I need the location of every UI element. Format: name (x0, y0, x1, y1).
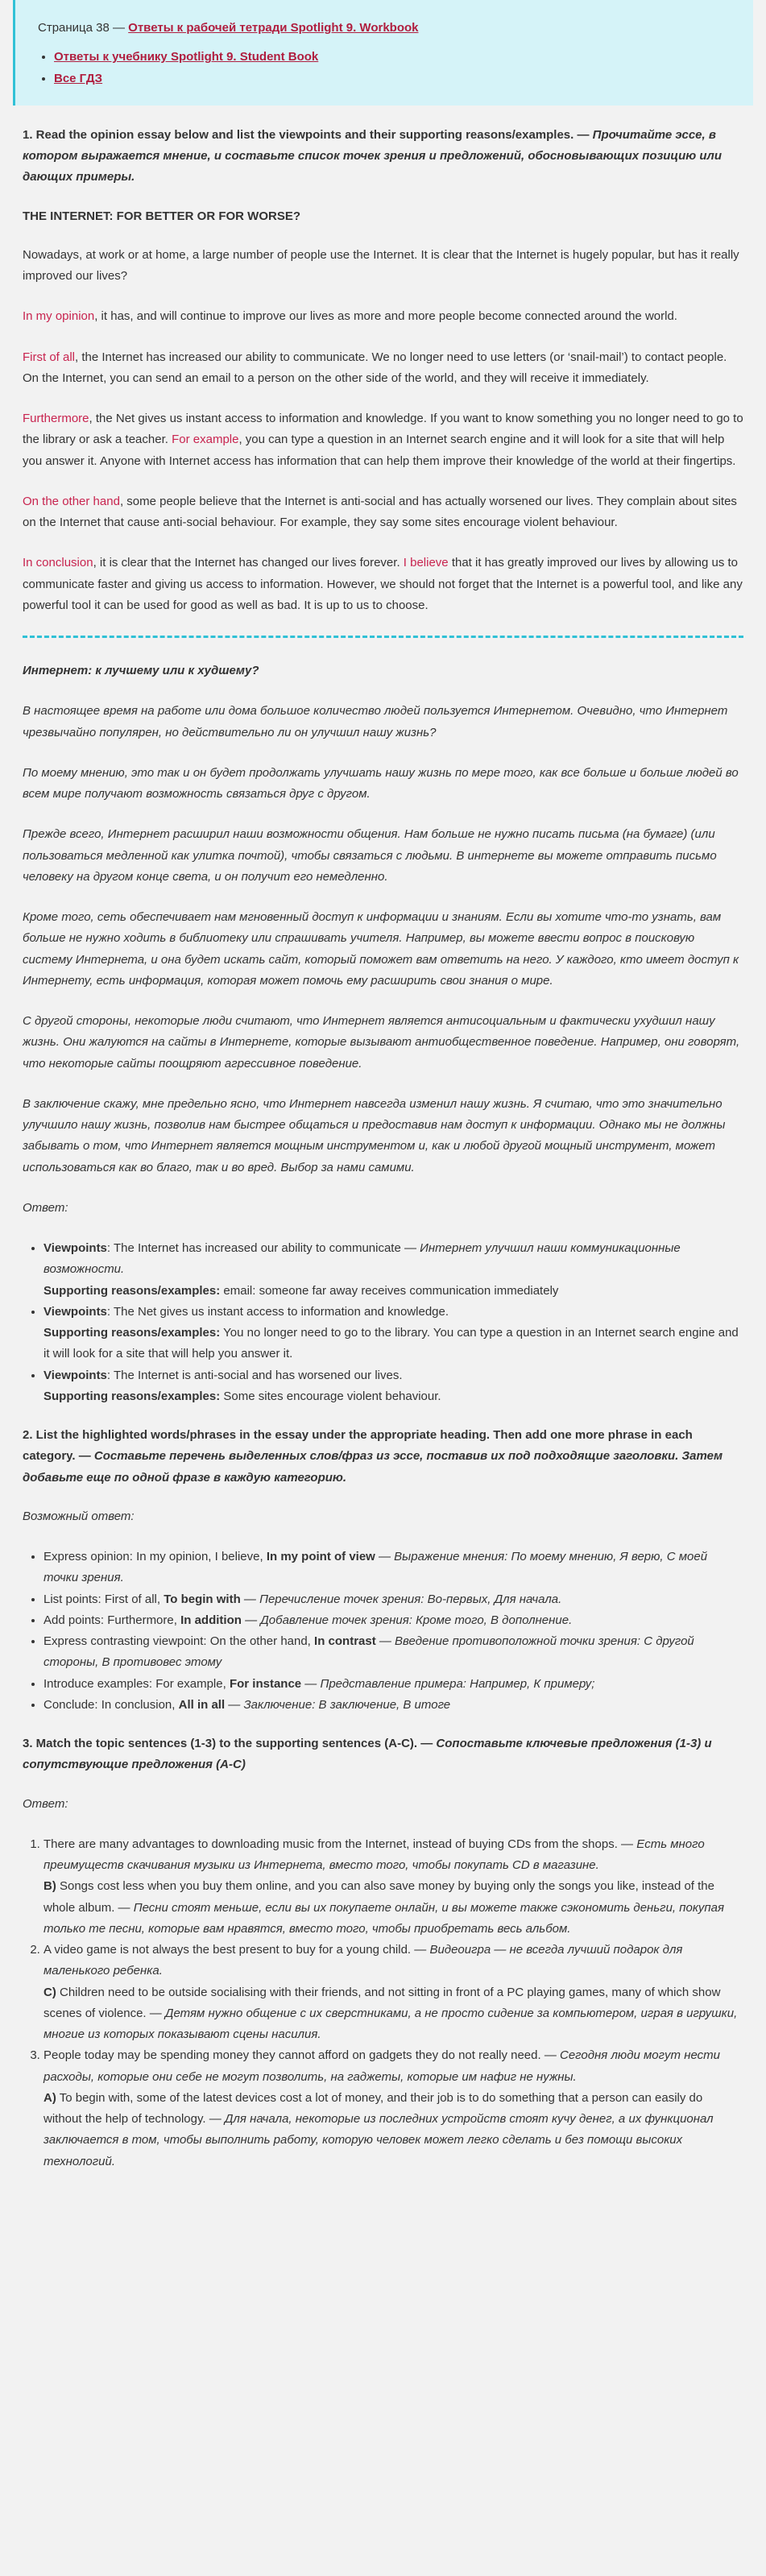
task1-heading: 1. Read the opinion essay below and list the viewpoints and their supporting reasons/examples. — Прочитайте эссе, в котором выражается мнение, и составьте список точек зрения и предложений, обосновывающих позицию или дающих примеры. (23, 127, 723, 184)
page-number-text: Страница 38 — (38, 21, 129, 35)
list-item: • Viewpoints: The Internet is anti-social and has worsened our lives. Supporting reasons/examples: Some sites encourage violent behaviour. (43, 1365, 743, 1408)
translation-paragraph: В заключение скажу, мне предельно ясно, что Интернет навсегда изменил нашу жизнь. Я считаю, что это значительно улучшило нашу жизнь, позволив нам быстрее общаться и предоставив нам доступ к информации. Однако мы не должны забывать о том, что Интернет является мощным инструментом и, как и любой другой мощный инструмент, может использоваться как во благо, так и во вред. Выбор за нами самими. (23, 1096, 726, 1174)
header-box (13, 0, 753, 106)
essay-paragraph: In conclusion, it is clear that the Internet has changed our lives forever. I believe that it has greatly improved our lives by allowing us to communicate faster and giving us access to information. However, we should not forget that the Internet is a powerful tool, and like any powerful tool it can be used for good as well as bad. It is up to us to choose. (23, 556, 743, 612)
list-item: • Viewpoints: The Net gives us instant access to information and knowledge. Supporting reasons/examples: You no longer need to go to the library. You can type a question in an Internet search engine and it will look for a site that will help you answer it. (43, 1302, 743, 1365)
essay-paragraph: Nowadays, at work or at home, a large number of people use the Internet. It is clear that the Internet is hugely popular, but has it really improved our lives? (23, 247, 739, 283)
essay-paragraph: First of all, the Internet has increased our ability to communicate. We no longer need to use letters (or ‘snail-mail’) to contact people. On the Internet, you can send an email to a person on the other side of the world, and they will receive it immediately. (23, 350, 727, 385)
list-item: 2. A video game is not always the best present to buy for a young child. — Видеоигра — не всегда лучший подарок для маленького ребенка. C) Children need to be outside socialising with their friends, and not sitting in front of a PC playing games, many of which show scenes of violence. — Детям нужно общение с их сверстниками, а не просто сидение за компьютером, играя в игрушки, многие из которых показывают сцены насилия. (43, 1940, 743, 2045)
list-item: • Introduce examples: For example, For instance — Представление примера: Например, К примеру; (43, 1674, 743, 1695)
essay-paragraph: Furthermore, the Net gives us instant access to information and knowledge. If you want to know something you no longer need to go to the library or ask a teacher. For example, you can type a question in an Internet search engine and it will look for a site that will help you answer it. Anyone with Internet access has information that can help them improve their knowledge of the world at their fingertips. (23, 412, 743, 468)
list-item: • Conclude: In conclusion, All in all — Заключение: В заключение, В итоге (43, 1695, 743, 1716)
translation-paragraph: По моему мнению, это так и он будет продолжать улучшать нашу жизнь по мере того, как все больше и больше людей во всем мире получают возможность связаться друг с другом. (23, 765, 739, 801)
phrases-list (23, 1547, 743, 1716)
list-item: • Add points: Furthermore, In addition — Добавление точек зрения: Кроме того, В дополнение. (43, 1610, 743, 1631)
translation-title: Интернет: к лучшему или к худшему? (23, 664, 259, 677)
essay-paragraph: On the other hand, some people believe that the Internet is anti-social and has actually worsened our lives. They complain about sites on the Internet that cause anti-social behaviour. For example, they say some sites encourage violent behaviour. (23, 494, 737, 529)
list-item: • Express opinion: In my opinion, I believe, In my point of view — Выражение мнения: По моему мнению, Я верю, С моей точки зрения. (43, 1547, 743, 1589)
answer-label: Ответ: (23, 1796, 68, 1811)
list-item: • List points: First of all, To begin with — Перечисление точек зрения: Во-первых, Для начала. (43, 1589, 743, 1610)
answer-label: Возможный ответ: (23, 1509, 135, 1523)
list-item: • Express contrasting viewpoint: On the other hand, In contrast — Введение противоположной точки зрения: С другой стороны, В противовес этому (43, 1631, 743, 1674)
section-divider (23, 636, 743, 638)
list-item: 1. There are many advantages to downloading music from the Internet, instead of buying CDs from the shops. — Есть много преимуществ скачивания музыки из Интернета, вместо того, чтобы покупать CD в магазине. B) Songs cost less when you buy them online, and you can also save money by buying only the songs you like, instead of the whole album. — Песни стоят меньше, если вы их покупаете онлайн, и вы можете также сэкономить деньги, покупая только те песни, которые вам нравятся, вместо того, чтобы приобретать весь альбом. (43, 1834, 743, 1940)
task2-heading: 2. List the highlighted words/phrases in the essay under the appropriate heading. Then add one more phrase in each category. — Составьте перечень выделенных слов/фраз из эссе, поставив их под подходящие заголовки. Затем добавьте еще по одной фразе в каждую категорию. (23, 1428, 723, 1485)
answer-label: Ответ: (23, 1200, 68, 1215)
nav-links (38, 47, 731, 89)
student-book-link[interactable]: Ответы к учебнику Spotlight 9. Student Book (54, 50, 319, 64)
task3-heading: 3. Match the topic sentences (1-3) to the supporting sentences (A-C). — Сопоставьте ключевые предложения (1-3) и сопутствующие предложения (A-C) (23, 1737, 712, 1772)
translation-paragraph: В настоящее время на работе или дома большое количество людей пользуется Интернетом. Очевидно, что Интернет чрезвычайно популярен, но действительно ли он улучшил нашу жизнь? (23, 704, 728, 739)
translation-paragraph: Прежде всего, Интернет расширил наши возможности общения. Нам больше не нужно писать письма (на бумаге) (или пользоваться медленной как улитка почтой), чтобы связаться с людьми. В интернете вы можете отправить письмо человеку на другом конце света, и он получит его немедленно. (23, 827, 717, 884)
workbook-link[interactable]: Ответы к рабочей тетради Spotlight 9. Workbook (128, 21, 419, 35)
essay-title: THE INTERNET: FOR BETTER OR FOR WORSE? (23, 209, 300, 223)
translation-paragraph: Кроме того, сеть обеспечивает нам мгновенный доступ к информации и знаниям. Если вы хотите что-то узнать, вам больше не нужно ходить в библиотеку или спрашивать учителя. Например, вы можете ввести вопрос в поисковую систему Интернета, и она будет искать сайт, который поможет вам ответить на него. У каждого, кто имеет доступ к Интернету, есть информация, которая может помочь ему расширить свои знания о мире. (23, 910, 739, 988)
translation-paragraph: С другой стороны, некоторые люди считают, что Интернет является антисоциальным и фактически ухудшил нашу жизнь. Они жалуются на сайты в Интернете, которые вызывают антиобщественное поведение. Например, они говорят, что некоторые сайты поощряют агрессивное поведение. (23, 1014, 740, 1071)
list-item: 3. People today may be spending money they cannot afford on gadgets they do not really need. — Сегодня люди могут нести расходы, которые они себе не могут позволить, на гаджеты, которые им нафиг не нужны. A) To begin with, some of the latest devices cost a lot of money, and their job is to do something that a person can easily do without the help of technology. — Для начала, некоторые из последних устройств стоят кучу денег, а их функционал заключается в том, чтобы выполнить работу, которую человек может легко сделать и без помощи высоких технологий. (43, 2045, 743, 2172)
viewpoints-list (23, 1238, 743, 1407)
list-item: • Viewpoints: The Internet has increased our ability to communicate — Интернет улучшил наши коммуникационные возможности. Supporting reasons/examples: email: someone far away receives communication immediately (43, 1238, 743, 1302)
essay-paragraph: In my opinion, it has, and will continue to improve our lives as more and more people become connected around the world. (23, 309, 677, 324)
matching-list (23, 1834, 743, 2172)
all-gdz-link[interactable]: Все ГДЗ (54, 71, 103, 85)
